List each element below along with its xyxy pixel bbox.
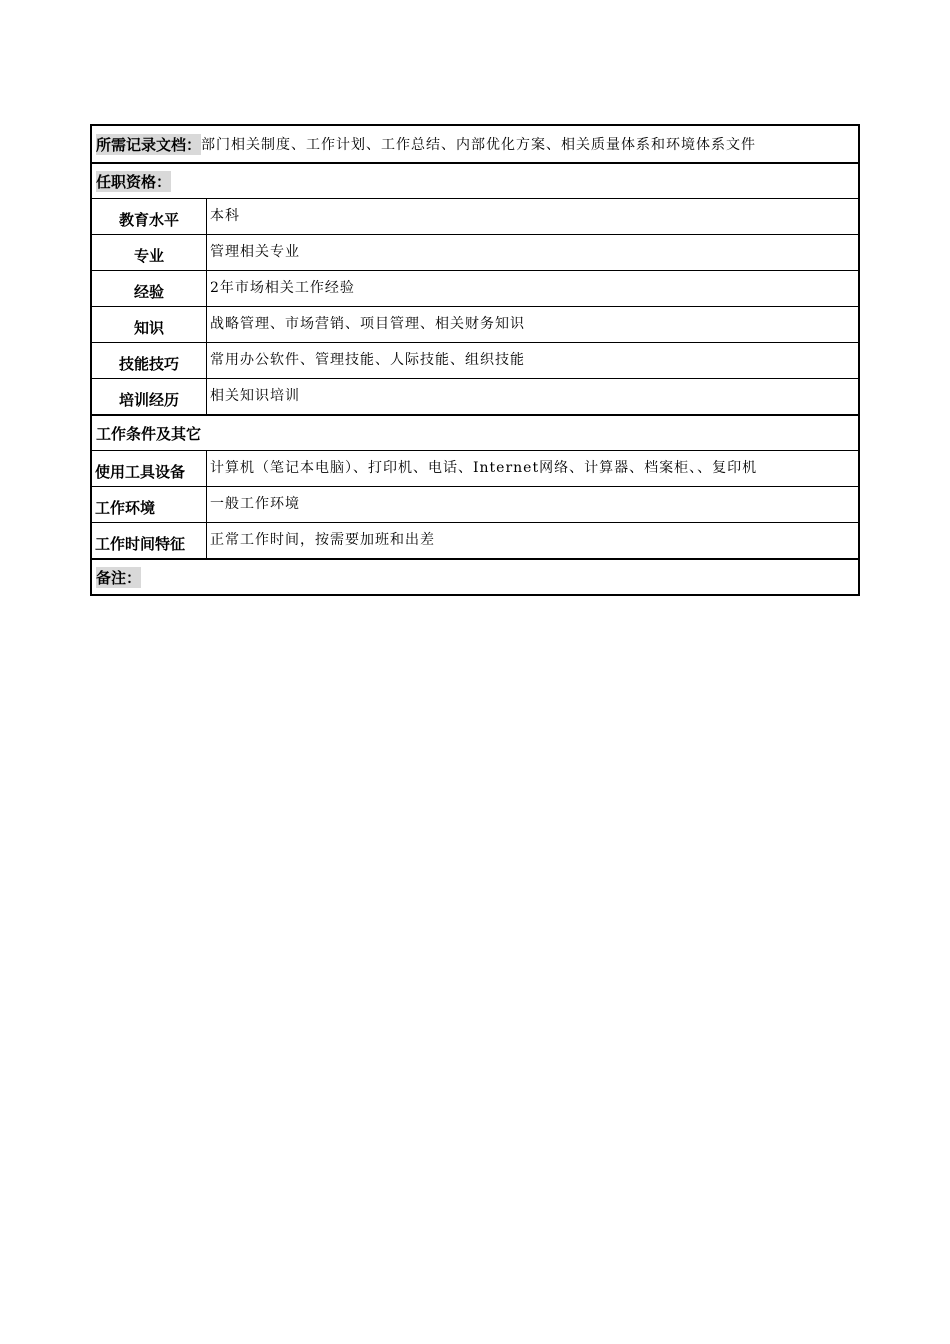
work-hours-label: 工作时间特征 xyxy=(92,523,207,558)
qualification-row-experience xyxy=(92,270,858,306)
qualification-row-training xyxy=(92,378,858,414)
job-description-table xyxy=(90,124,860,596)
condition-row-tools xyxy=(92,450,858,486)
major-label: 专业 xyxy=(92,235,207,270)
education-value: 本科 xyxy=(210,207,240,224)
qualification-row-knowledge xyxy=(92,306,858,342)
training-label: 培训经历 xyxy=(92,379,207,414)
knowledge-value: 战略管理、市场营销、项目管理、相关财务知识 xyxy=(210,315,525,332)
education-label: 教育水平 xyxy=(92,199,207,234)
skills-value: 常用办公软件、管理技能、人际技能、组织技能 xyxy=(210,351,525,368)
records-cell xyxy=(92,126,858,162)
skills-label: 技能技巧 xyxy=(92,343,207,378)
qualifications-header-cell xyxy=(92,164,858,198)
tools-value: 计算机（笔记本电脑）、打印机、电话、Internet网络、计算器、档案柜、、复印机 xyxy=(210,459,758,476)
qualification-row-education xyxy=(92,198,858,234)
environment-value: 一般工作环境 xyxy=(210,495,300,512)
work-hours-value: 正常工作时间，按需要加班和出差 xyxy=(210,531,435,548)
records-row xyxy=(92,126,858,162)
qualifications-header-row xyxy=(92,162,858,198)
major-value: 管理相关专业 xyxy=(210,243,300,260)
conditions-header-row xyxy=(92,414,858,450)
qualifications-header: 任职资格： xyxy=(96,172,172,191)
records-value: 部门相关制度、工作计划、工作总结、内部优化方案、相关质量体系和环境体系文件 xyxy=(201,137,757,153)
experience-value: 2年市场相关工作经验 xyxy=(210,279,355,296)
qualification-row-skills xyxy=(92,342,858,378)
knowledge-label: 知识 xyxy=(92,307,207,342)
notes-label: 备注： xyxy=(96,568,142,587)
condition-row-environment xyxy=(92,486,858,522)
conditions-header-cell xyxy=(92,416,858,450)
training-value: 相关知识培训 xyxy=(210,387,300,404)
notes-row xyxy=(92,558,858,594)
qualification-row-major xyxy=(92,234,858,270)
environment-label: 工作环境 xyxy=(92,487,207,522)
conditions-header: 工作条件及其它 xyxy=(96,424,202,443)
tools-label: 使用工具设备 xyxy=(92,451,207,486)
notes-cell xyxy=(92,560,858,594)
experience-label: 经验 xyxy=(92,271,207,306)
condition-row-work-hours xyxy=(92,522,858,558)
records-label: 所需记录文档： xyxy=(96,135,202,154)
